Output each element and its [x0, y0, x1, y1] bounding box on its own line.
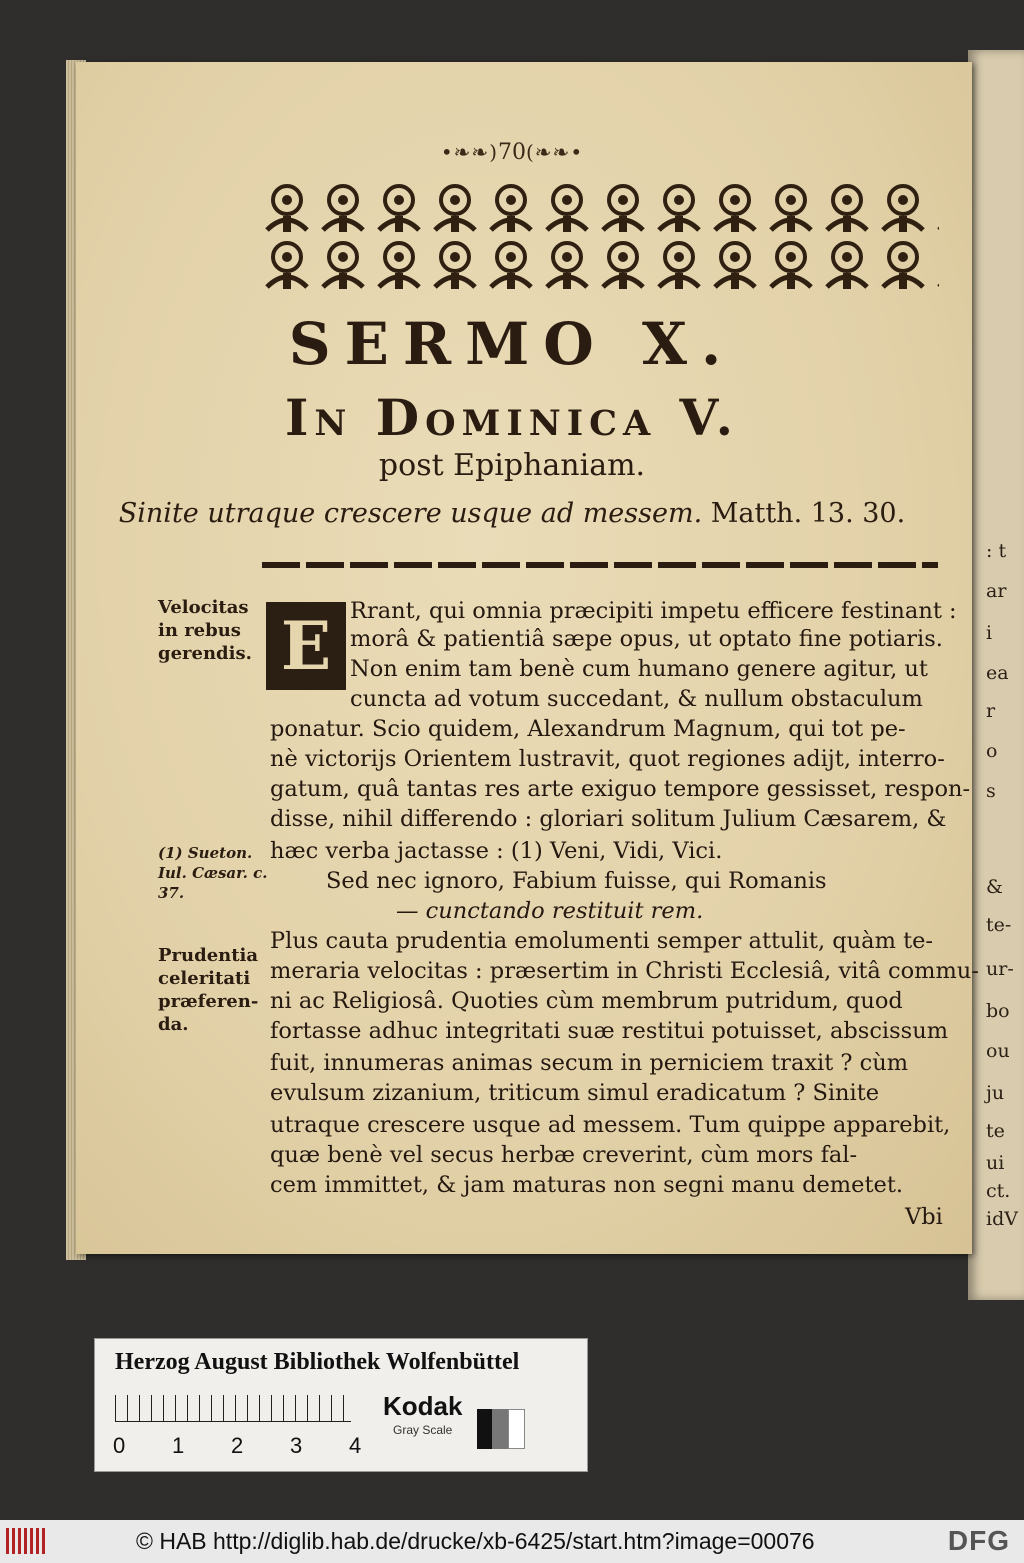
adjacent-page-fragment: ou: [986, 1040, 1010, 1062]
gray-swatches: [477, 1409, 525, 1449]
text-line: nè victorijs Orientem lustravit, quot regiones adijt, interro-: [270, 746, 945, 772]
text-line: Plus cauta prudentia emolumenti semper attulit, quàm te-: [270, 928, 934, 954]
ruler-scale: [115, 1395, 351, 1422]
text-line: fortasse adhuc integritati suæ restitui potuisset, abscissum: [270, 1018, 949, 1044]
text-line: quæ benè vel secus herbæ creverint, cùm mors fal-: [270, 1142, 858, 1168]
text-line: disse, nihil differendo : gloriari solitum Julium Cæsarem, &: [270, 806, 947, 832]
adjacent-page-fragment: : t: [986, 540, 1007, 562]
swatch-gray: [492, 1409, 507, 1449]
adjacent-page-fragment: ju: [986, 1082, 1005, 1104]
text-line: gatum, quâ tantas res arte exiguo tempore gessisset, respon-: [270, 776, 971, 802]
adjacent-page-fragment: ur-: [986, 958, 1014, 980]
dfg-logo: DFG: [947, 1525, 1010, 1556]
text-line: — cunctando restituit rem.: [396, 898, 704, 924]
margin-line: Iul. Cæsar. c.: [158, 864, 268, 882]
adjacent-page-fragment: &: [986, 876, 1003, 898]
margin-line: 37.: [158, 884, 185, 902]
adjacent-page: [968, 50, 1024, 1300]
page-number-text: 70: [498, 140, 526, 165]
epigraph: [0, 498, 1024, 529]
margin-line: gerendis.: [158, 643, 252, 664]
adjacent-page-fragment: te-: [986, 914, 1012, 936]
adjacent-page-fragment: bo: [986, 1000, 1010, 1022]
text-line: utraque crescere usque ad messem. Tum quippe apparebit,: [270, 1112, 951, 1138]
page-number: [0, 140, 1024, 165]
adjacent-page-fragment: idV: [986, 1208, 1018, 1230]
adjacent-page-fragment: ui: [986, 1152, 1005, 1174]
adjacent-page-fragment: r: [986, 700, 996, 722]
margin-line: in rebus: [158, 620, 241, 641]
adjacent-page-fragment: s: [986, 780, 996, 802]
divider-rule: [262, 562, 938, 568]
headpiece-ornament-icon: [259, 180, 939, 295]
text-line: evulsum zizanium, triticum simul eradicatum ? Sinite: [270, 1080, 880, 1106]
text-line: ponatur. Scio quidem, Alexandrum Magnum, qui tot pe-: [270, 716, 906, 742]
adjacent-page-fragment: o: [986, 740, 998, 762]
text-line: Non enim tam benè cum humano genere agitur, ut: [350, 656, 928, 682]
adjacent-page-fragment: ct.: [986, 1180, 1011, 1202]
ornament-right-icon: (❧❧•: [526, 140, 584, 164]
kodak-brand: Kodak: [383, 1391, 463, 1421]
margin-line: Prudentia: [158, 945, 259, 966]
text-line: meraria velocitas : præsertim in Christi Ecclesiâ, vitâ commu-: [270, 958, 979, 984]
adjacent-page-fragment: i: [986, 622, 993, 644]
text-line: ni ac Religiosâ. Quoties cùm membrum putridum, quod: [270, 988, 903, 1014]
text-line: hæc verba jactasse : (1) Veni, Vidi, Vici.: [270, 838, 723, 864]
swatch-white: [508, 1409, 525, 1449]
text-line: Vbi: [905, 1204, 943, 1230]
hab-logo-icon: [6, 1528, 46, 1554]
margin-note-velocitas: [158, 596, 252, 665]
adjacent-page-fragment: ea: [986, 662, 1009, 684]
adjacent-page-fragment: ar: [986, 580, 1007, 602]
ruler-number: 2: [231, 1433, 244, 1458]
ruler-number: 0: [113, 1433, 126, 1458]
ruler-number: 1: [172, 1433, 185, 1458]
ornament-left-icon: •❧❧): [440, 140, 498, 164]
ruler-number: 3: [290, 1433, 303, 1458]
sermon-subtitle: In Dominica V.: [285, 388, 739, 447]
gray-scale-label: Gray Scale: [393, 1423, 453, 1437]
text-line: Sed nec ignoro, Fabium fuisse, qui Romanis: [326, 868, 827, 894]
text-line: fuit, innumeras animas secum in perniciem traxit ? cùm: [270, 1050, 909, 1076]
text-line: cem immittet, & jam maturas non segni manu demetet.: [270, 1172, 904, 1198]
decorated-initial: [266, 602, 346, 690]
margin-line: celeritati: [158, 968, 251, 989]
footer-bar: [0, 1520, 1024, 1563]
epigraph-reference: Matth. 13. 30.: [702, 498, 906, 529]
epigraph-text: Sinite utraque crescere usque ad messem.: [118, 498, 703, 529]
ruler-number: 4: [349, 1433, 362, 1458]
source-url[interactable]: © HAB http://diglib.hab.de/drucke/xb-6425/start.htm?image=00076: [136, 1528, 815, 1554]
text-line: morâ & patientiâ sæpe opus, ut optato fine potiaris.: [350, 626, 943, 652]
margin-note-prudentia: [158, 944, 258, 1036]
institution-label: Herzog August Bibliothek Wolfenbüttel: [115, 1349, 520, 1375]
swatch-black: [477, 1409, 492, 1449]
sermon-title: SERMO X.: [288, 310, 736, 378]
margin-line: præferen-: [158, 991, 259, 1012]
margin-line: (1) Sueton.: [158, 844, 253, 862]
adjacent-page-fragment: te: [986, 1120, 1005, 1142]
initial-letter: E: [280, 607, 332, 685]
sermon-occasion: post Epiphaniam.: [378, 448, 646, 483]
ruler-numbers: [113, 1433, 408, 1459]
text-line: Rrant, qui omnia præcipiti impetu efficere festinant :: [350, 598, 957, 624]
kodak-color-card: [94, 1338, 588, 1472]
margin-line: da.: [158, 1014, 189, 1035]
margin-note-reference: [158, 843, 267, 903]
text-line: cuncta ad votum succedant, & nullum obstaculum: [350, 686, 923, 712]
margin-line: Velocitas: [158, 597, 249, 618]
